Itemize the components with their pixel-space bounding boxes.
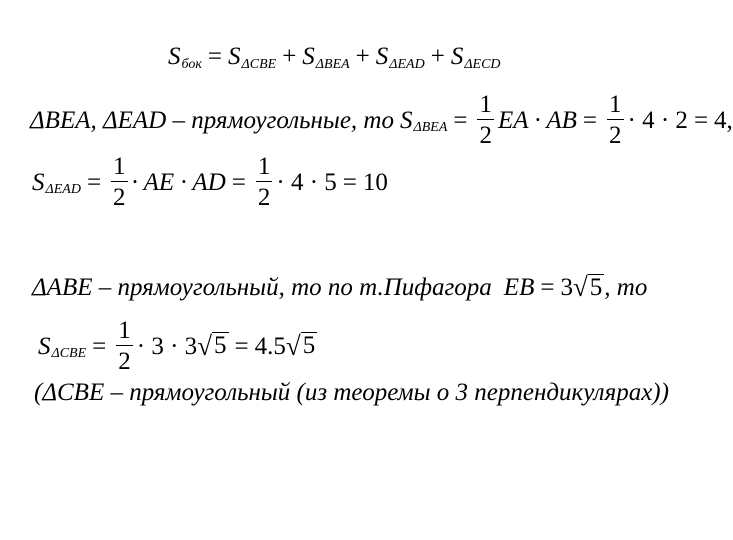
subscript-ead: ΔEAD: [45, 182, 81, 197]
statement-right-triangle-abe: ΔABE – прямоугольный, то по т.Пифагора: [32, 274, 492, 302]
fraction-numerator: 1: [609, 91, 622, 118]
note-cbe-right-triangle: (ΔCBE – прямоугольный (из теоремы о 3 перпендикулярах)): [34, 379, 669, 406]
equals-sign: =: [342, 168, 357, 196]
radical-sign-icon: √: [197, 330, 213, 361]
result-value: 4,: [714, 106, 733, 134]
fraction-denominator: 2: [116, 345, 133, 374]
equals-sign: =: [582, 106, 598, 134]
statement-three-perpendiculars: [34, 380, 669, 405]
equals-sign: =: [234, 332, 249, 360]
symbol-s: S: [400, 106, 413, 134]
radicand: 5: [214, 332, 227, 360]
subscript-ecd: ΔECD: [464, 56, 501, 72]
formula-ead-area: [32, 154, 388, 210]
radical-sign-icon: √: [285, 330, 301, 361]
statement-right-triangles: ΔBEA, ΔEAD – прямоугольные, то: [30, 106, 394, 134]
equals-sign: =: [453, 106, 468, 134]
radicand: 5: [302, 332, 316, 360]
square-root: [573, 274, 604, 301]
radicand: 5: [589, 274, 603, 301]
equals-sign: =: [86, 168, 102, 196]
square-root: [197, 332, 228, 359]
fraction-denominator: 2: [256, 181, 273, 210]
result-value: 10: [362, 168, 388, 196]
square-root: [286, 332, 317, 359]
symbol-s: S: [228, 43, 241, 70]
fraction-denominator: 2: [477, 119, 494, 148]
plus-sign: +: [430, 43, 445, 70]
plus-sign: +: [282, 43, 297, 70]
expression-3-3: · 3 · 3: [136, 332, 198, 360]
expression-4-5: · 4 · 5: [276, 168, 337, 196]
subscript-ead: ΔEAD: [389, 56, 425, 72]
plus-sign: +: [355, 43, 370, 70]
fraction-denominator: 2: [607, 119, 624, 148]
fraction-one-half: [477, 92, 494, 148]
segment-eb: EB: [503, 274, 535, 302]
subscript-cbe: ΔCBE: [241, 56, 277, 72]
formula-cbe-area: [38, 318, 317, 374]
symbol-s: S: [32, 168, 45, 196]
fraction-one-half: [116, 318, 133, 374]
symbol-s: S: [375, 43, 389, 70]
expression-ea-ab: EA · AB: [497, 106, 577, 134]
formula-lateral-area: [168, 43, 501, 72]
symbol-s: S: [302, 43, 315, 70]
expression-ae-ad: · AE · AD: [131, 168, 226, 196]
equals-sign: =: [540, 274, 555, 302]
fraction-one-half: [607, 92, 624, 148]
equals-sign: =: [693, 106, 709, 134]
fraction-denominator: 2: [111, 181, 128, 210]
symbol-s: S: [450, 43, 464, 70]
fraction-one-half: [111, 154, 128, 210]
fraction-numerator: 1: [479, 91, 492, 118]
symbol-s: S: [168, 43, 181, 70]
subscript-bea: ΔBEA: [315, 56, 350, 72]
symbol-s: S: [38, 332, 51, 360]
radical-sign-icon: √: [572, 272, 588, 303]
statement-pythagoras: [32, 274, 647, 301]
fraction-numerator: 1: [118, 317, 131, 344]
equals-sign: =: [92, 332, 107, 360]
equals-sign: =: [207, 43, 223, 70]
expression-4-2: · 4 · 2: [627, 106, 688, 134]
trailing-text: , то: [604, 274, 648, 302]
formula-bea-area: [30, 92, 733, 148]
coefficient: 3: [560, 274, 573, 302]
equals-sign: =: [231, 168, 246, 196]
subscript-bea: ΔBEA: [413, 120, 448, 135]
result-value: 4.5: [254, 332, 286, 360]
fraction-numerator: 1: [113, 153, 126, 180]
subscript-bok: бок: [181, 56, 202, 72]
subscript-cbe: ΔCBE: [51, 346, 87, 361]
fraction-one-half: [256, 154, 273, 210]
fraction-numerator: 1: [257, 153, 271, 180]
